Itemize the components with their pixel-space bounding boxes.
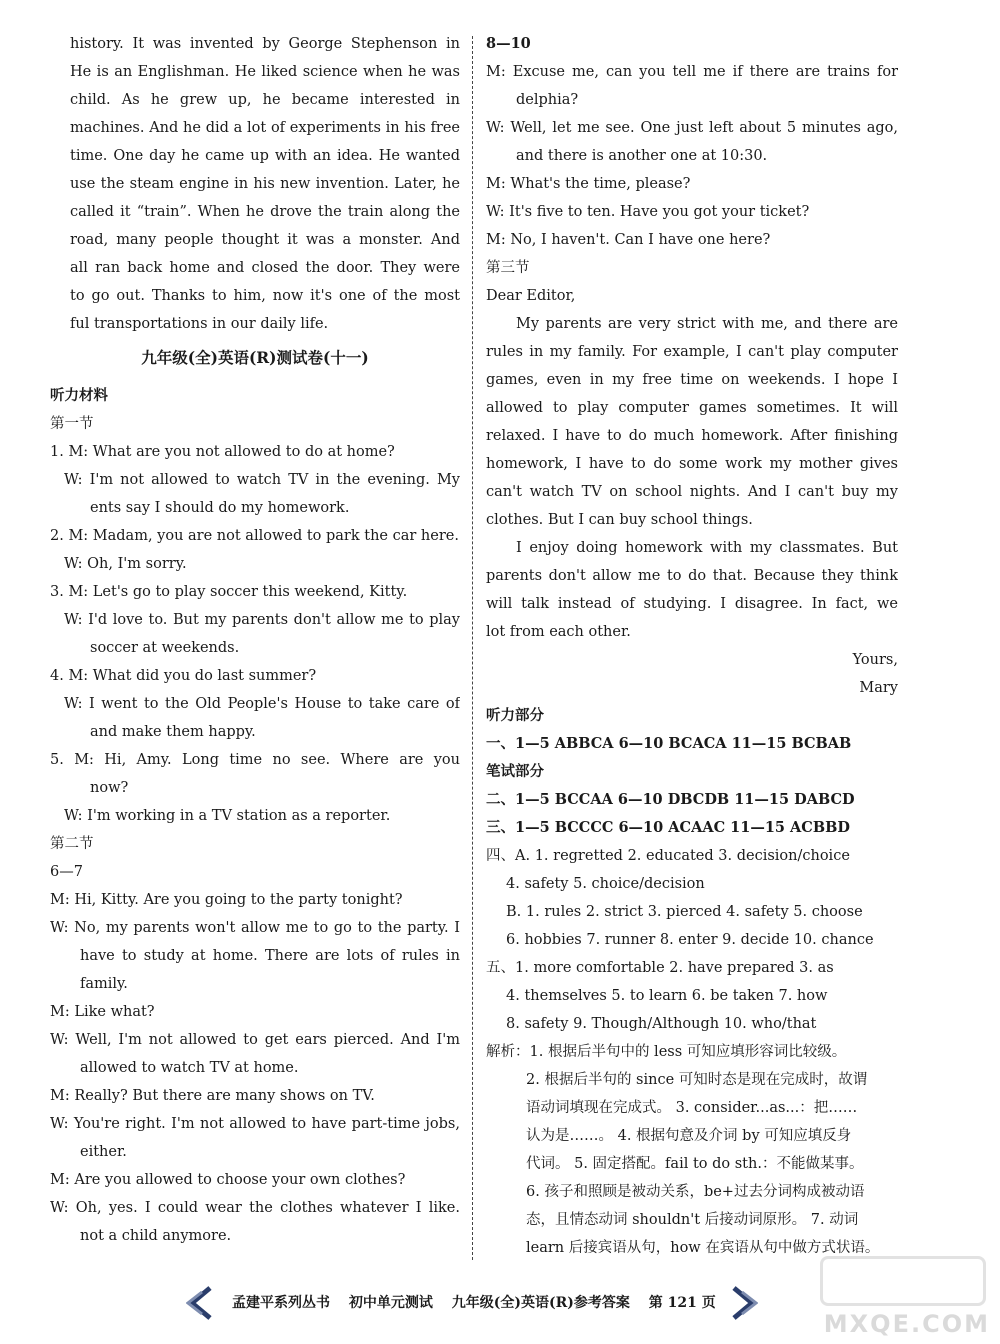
right-column-line: clothes. But I can buy school things. — [486, 512, 753, 528]
left-column-line: to go out. Thanks to him, now it's one of the most — [70, 288, 460, 304]
right-column-line: homework, I have to do some work my mother gives — [486, 456, 898, 472]
right-column-line: B. 1. rules 2. strict 3. pierced 4. safety 5. choose — [506, 904, 863, 920]
left-column-line: time. One day he came up with an idea. He wanted — [70, 148, 460, 164]
left-column-line: 2. M: Madam, you are not allowed to park the car here. — [50, 528, 459, 544]
right-column-line: 二、1—5 BCCAA 6—10 DBCDB 11—15 DABCD — [486, 791, 855, 808]
left-column-line: W: Oh, yes. I could wear the clothes whatever I like. — [50, 1200, 460, 1216]
right-column-line: lot from each other. — [486, 624, 631, 640]
left-column-line: 听力材料 — [50, 387, 108, 404]
left-column-line: M: Hi, Kitty. Are you going to the party tonight? — [50, 892, 403, 908]
left-column-line: 3. M: Let's go to play soccer this weekend, Kitty. — [50, 584, 408, 600]
right-column-line: 笔试部分 — [486, 763, 544, 780]
right-column-line: 8. safety 9. Though/Although 10. who/that — [506, 1016, 817, 1032]
right-column — [486, 30, 898, 1262]
left-column-line: M: Like what? — [50, 1004, 155, 1020]
right-column-line: will talk instead of studying. I disagree. In fact, we — [486, 596, 898, 612]
right-column-line: 四、A. 1. regretted 2. educated 3. decision/choice — [486, 848, 850, 864]
left-column-line: all ran back home and closed the door. They were — [70, 260, 460, 276]
right-column-line: 第三节 — [486, 260, 530, 276]
left-column-line: 第二节 — [50, 836, 94, 852]
left-column-line: W: I went to the Old People's House to take care of — [64, 696, 460, 712]
watermark-text: MXQE.COM — [823, 1310, 990, 1338]
left-column-line: ful transportations in our daily life. — [70, 316, 329, 332]
right-column-line: 一、1—5 ABBCA 6—10 BCACA 11—15 BCBAB — [486, 735, 852, 752]
right-column-line: 认为是……。 4. 根据句意及介词 by 可知应填反身 — [526, 1128, 852, 1144]
right-column-line: can't watch TV on school nights. And I can't buy my — [486, 484, 898, 500]
footer-book: 初中单元测试 — [348, 1295, 433, 1311]
left-column-line: child. As he grew up, he became interested in — [70, 92, 460, 108]
right-column-line: delphia? — [516, 92, 579, 108]
right-column-line: 解析：1. 根据后半句中的 less 可知应填形容词比较级。 — [486, 1044, 847, 1060]
left-column-line: machines. And he did a lot of experiments in his free — [70, 120, 460, 136]
left-column-line: family. — [80, 976, 128, 992]
left-column-line: M: Really? But there are many shows on TV. — [50, 1088, 375, 1104]
right-column-line: 代词。 5. 固定搭配。fail to do sth.：不能做某事。 — [526, 1156, 864, 1172]
right-column-line: My parents are very strict with me, and there are — [516, 316, 898, 332]
left-column-line: have to study at home. There are lots of rules in — [80, 948, 460, 964]
watermark-logo — [820, 1256, 986, 1306]
left-column-line: not a child anymore. — [80, 1228, 232, 1244]
right-column-line: 6. 孩子和照顾是被动关系，be+过去分词构成被动语 — [526, 1184, 865, 1200]
left-column-line: 九年级(全)英语(R)测试卷(十一) — [141, 348, 369, 367]
right-column-line: M: What's the time, please? — [486, 176, 691, 192]
left-column-line: 5. M: Hi, Amy. Long time no see. Where are you — [50, 752, 460, 768]
right-column-line: 三、1—5 BCCCC 6—10 ACAAC 11—15 ACBBD — [486, 819, 850, 836]
left-column-line: 4. M: What did you do last summer? — [50, 668, 317, 684]
left-column-line: W: I'm not allowed to watch TV in the evening. My — [64, 472, 460, 488]
right-column-line: 听力部分 — [486, 707, 544, 724]
footer-series: 孟建平系列丛书 — [232, 1295, 330, 1311]
chevron-left-icon — [186, 1286, 216, 1320]
right-column-line: 4. themselves 5. to learn 6. be taken 7. how — [506, 988, 828, 1004]
right-column-line: W: It's five to ten. Have you got your ticket? — [486, 204, 810, 220]
right-column-line: 8—10 — [486, 35, 531, 52]
left-column-line: He is an Englishman. He liked science when he was — [70, 64, 460, 80]
footer-subject: 九年级(全)英语(R)参考答案 — [451, 1295, 630, 1311]
column-divider — [472, 36, 473, 1260]
right-column-line: and there is another one at 10:30. — [516, 148, 768, 164]
chevron-right-icon — [728, 1286, 758, 1320]
left-column-line: M: Are you allowed to choose your own clothes? — [50, 1172, 406, 1188]
right-column-line: relaxed. I have to do much homework. After finishing — [486, 428, 898, 444]
right-column-line: rules in my family. For example, I can't play computer — [486, 344, 898, 360]
right-column-line: 4. safety 5. choice/decision — [506, 876, 705, 892]
left-column-line: now? — [90, 780, 129, 796]
left-column-line: W: Well, I'm not allowed to get ears pierced. And I'm — [50, 1032, 460, 1048]
left-column-line: W: You're right. I'm not allowed to have part-time jobs, — [50, 1116, 460, 1132]
left-column-line: either. — [80, 1144, 127, 1160]
left-column-line: called it “train”. When he drove the train along the — [70, 204, 460, 220]
right-column-line: games, even in my free time on weekends. I hope I — [486, 372, 898, 388]
right-column-line: 态，且情态动词 shouldn't 后接动词原形。 7. 动词 — [526, 1212, 859, 1228]
right-column-line: allowed to play computer games sometimes. It will — [486, 400, 898, 416]
left-column-line: W: No, my parents won't allow me to go to the party. I — [50, 920, 460, 936]
right-column-line: 五、1. more comfortable 2. have prepared 3. as — [486, 960, 834, 976]
right-column-line: 6. hobbies 7. runner 8. enter 9. decide 10. chance — [506, 932, 874, 948]
left-column-line: road, many people thought it was a monster. And — [70, 232, 460, 248]
right-column-line: 语动词填现在完成式。 3. consider...as...：把…… — [526, 1100, 858, 1116]
left-column-line: use the steam engine in his new invention. Later, he — [70, 176, 460, 192]
left-column-line: history. It was invented by George Stephenson in — [70, 36, 460, 52]
footer-text — [232, 1292, 730, 1312]
right-column-line: M: No, I haven't. Can I have one here? — [486, 232, 771, 248]
right-column-line: M: Excuse me, can you tell me if there are trains for — [486, 64, 898, 80]
left-column-line: W: I'm working in a TV station as a reporter. — [64, 808, 391, 824]
left-column-line: 第一节 — [50, 416, 94, 432]
left-column-line: and make them happy. — [90, 724, 256, 740]
left-column-line: W: I'd love to. But my parents don't allow me to play — [64, 612, 460, 628]
left-column — [50, 30, 460, 1250]
right-column-line: Mary — [859, 680, 898, 696]
left-column-line: 1. M: What are you not allowed to do at home? — [50, 444, 395, 460]
left-column-line: soccer at weekends. — [90, 640, 240, 656]
left-column-line: ents say I should do my homework. — [90, 500, 350, 516]
right-column-line: Dear Editor, — [486, 288, 576, 304]
left-column-line: W: Oh, I'm sorry. — [64, 556, 187, 572]
right-column-line: 2. 根据后半句的 since 可知时态是现在完成时，故谓 — [526, 1072, 868, 1088]
left-column-line: 6—7 — [50, 864, 83, 880]
footer-page-number: 第 121 页 — [648, 1295, 716, 1311]
right-column-line: learn 后接宾语从句，how 在宾语从句中做方式状语。 — [526, 1240, 880, 1256]
left-column-line: allowed to watch TV at home. — [80, 1060, 299, 1076]
right-column-line: W: Well, let me see. One just left about 5 minutes ago, — [486, 120, 898, 136]
right-column-line: I enjoy doing homework with my classmates. But — [516, 540, 898, 556]
right-column-line: parents don't allow me to do that. Because they think — [486, 568, 898, 584]
right-column-line: Yours, — [852, 652, 898, 668]
